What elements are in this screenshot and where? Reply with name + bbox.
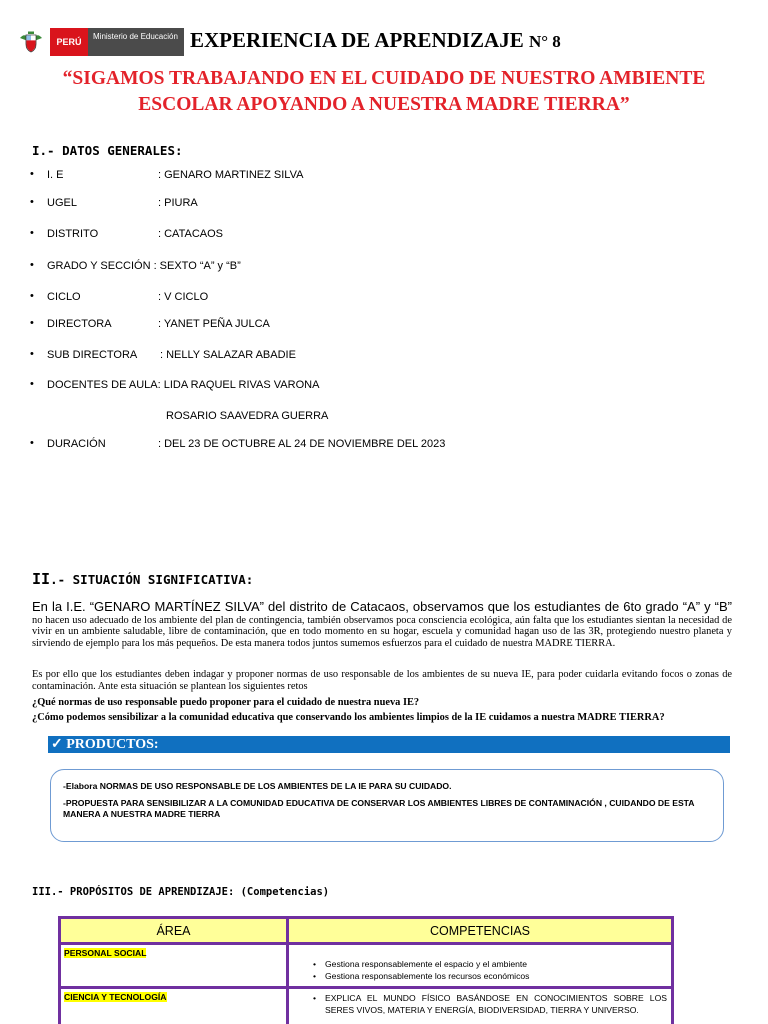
bullet-icon: • (30, 168, 34, 180)
datos-value: : CATACAOS (158, 228, 223, 240)
document-title-text: EXPERIENCIA DE APRENDIZAJE (190, 28, 524, 52)
competencia-item: • Gestiona responsablemente el espacio y el ambiente (289, 958, 667, 970)
bullet-icon: • (30, 259, 34, 271)
competencias-table (58, 916, 674, 1024)
reto-question-2: ¿Cómo podemos sensibilizar a la comunidad educativa que conservando los ambientes limpios de la IE cuidamos a nuestra MADRE TIERRA? (32, 712, 665, 723)
section-datos-generales-title: I.- DATOS GENERALES: (32, 143, 183, 158)
area-cell (60, 988, 288, 1024)
bullet-icon: • (30, 348, 34, 360)
situacion-lead: En la I.E. “GENARO MARTÍNEZ SILVA” del distrito de Catacaos, observamos que los estudiantes de 6to grado “A” y “B” (32, 599, 732, 614)
datos-value: : V CICLO (158, 291, 209, 303)
productos-header-bar: ✓ PRODUCTOS: (48, 736, 730, 753)
datos-label: I. E (47, 169, 64, 181)
bullet-icon: • (30, 196, 34, 208)
document-number: N° 8 (528, 32, 561, 51)
producto-item-2: -PROPUESTA PARA SENSIBILIZAR A LA COMUNIDAD EDUCATIVA DE CONSERVAR LOS AMBIENTES LIBRES DE CONTAMINACIÓN , CUIDANDO DE ESTA MANERA A NUESTRA MADRE TIERRA (63, 798, 695, 819)
bullet-icon: • (30, 437, 34, 449)
section-title-text: .- SITUACIÓN SIGNIFICATIVA: (50, 572, 254, 587)
area-name: CIENCIA Y TECNOLOGÍA (64, 992, 167, 1002)
situacion-paragraph-1 (32, 601, 732, 649)
competencia-item: • Gestiona responsablemente los recursos económicos (289, 970, 667, 982)
datos-value: ROSARIO SAAVEDRA GUERRA (166, 410, 329, 422)
bullet-icon: • (30, 317, 34, 329)
area-name: PERSONAL SOCIAL (64, 948, 147, 958)
productos-box (50, 769, 724, 842)
competencia-item: • EXPLICA EL MUNDO FÍSICO BASÁNDOSE EN CONOCIMIENTOS SOBRE LOS SERES VIVOS, MATERIA Y ENERGÍA, BIODIVERSIDAD, TIERRA Y UNIVERSO. (289, 992, 667, 1016)
datos-value: : DEL 23 DE OCTUBRE AL 24 DE NOVIEMBRE DEL 2023 (158, 438, 446, 450)
datos-label: DIRECTORA (47, 318, 112, 330)
datos-label: CICLO (47, 291, 81, 303)
datos-label: DURACIÓN (47, 438, 106, 450)
coat-of-arms-icon (16, 28, 46, 56)
bullet-icon: • (30, 378, 34, 390)
table-row (60, 944, 673, 988)
datos-label: GRADO Y SECCIÓN : SEXTO “A” y “B” (47, 260, 241, 272)
bullet-icon: • (30, 227, 34, 239)
reto-question-1: ¿Qué normas de uso responsable puedo proponer para el cuidado de nuestra nueva IE? (32, 697, 420, 708)
competencias-cell (288, 988, 673, 1024)
main-title: “SIGAMOS TRABAJANDO EN EL CUIDADO DE NUESTRO AMBIENTE ESCOLAR APOYANDO A NUESTRA MADRE TIERRA” (62, 68, 706, 115)
datos-label: UGEL (47, 197, 77, 209)
section-numeral: II (32, 570, 51, 588)
datos-value: : YANET PEÑA JULCA (158, 318, 270, 330)
datos-value: : GENARO MARTINEZ SILVA (158, 169, 304, 181)
datos-label: DOCENTES DE AULA: LIDA RAQUEL RIVAS VARONA (47, 379, 320, 391)
producto-item-1: -Elabora NORMAS DE USO RESPONSABLE DE LOS AMBIENTES DE LA IE PARA SU CUIDADO. (63, 781, 452, 791)
competencias-cell (288, 944, 673, 988)
datos-value: : NELLY SALAZAR ABADIE (160, 349, 296, 361)
situacion-paragraph-1-rest: no hacen uso adecuado de los ambiente del plan de contingencia, también observamos poca consciencia ecológica, aún falta que los estudiantes sientan la necesidad de vivir en un ambiente saludable, libre de contaminación, que en todo momento en su hogar, escuela y comunidad hagan uso de las 3R, protegiendo nuestro planeta y sirviendo de ejemplo para los más pequeños. De esta manera todos juntos sumemos esfuerzos para el cuidado de nuestra MADRE TIERRA. (32, 614, 732, 649)
situacion-paragraph-2: Es por ello que los estudiantes deben indagar y proponer normas de uso responsable de los ambientes de su nueva IE, para poder cuidarla evitando focos o zonas de contaminación. Ante esta situación se plantean los siguientes retos (32, 669, 732, 692)
area-cell (60, 944, 288, 988)
column-header-area: ÁREA (60, 918, 288, 944)
section-propositos-title: III.- PROPÓSITOS DE APRENDIZAJE: (Competencias) (32, 886, 330, 898)
datos-label: SUB DIRECTORA (47, 349, 138, 361)
section-situacion-title (32, 570, 253, 588)
document-title (190, 28, 561, 53)
column-header-competencias: COMPETENCIAS (288, 918, 673, 944)
table-row (60, 988, 673, 1024)
logo-ministry: Ministerio de Educación (88, 28, 184, 56)
bullet-icon: • (30, 290, 34, 302)
datos-label: DISTRITO (47, 228, 99, 240)
minedu-logo (16, 28, 186, 56)
logo-country: PERÚ (50, 28, 88, 56)
table-header-row (60, 918, 673, 944)
datos-value: : PIURA (158, 197, 198, 209)
